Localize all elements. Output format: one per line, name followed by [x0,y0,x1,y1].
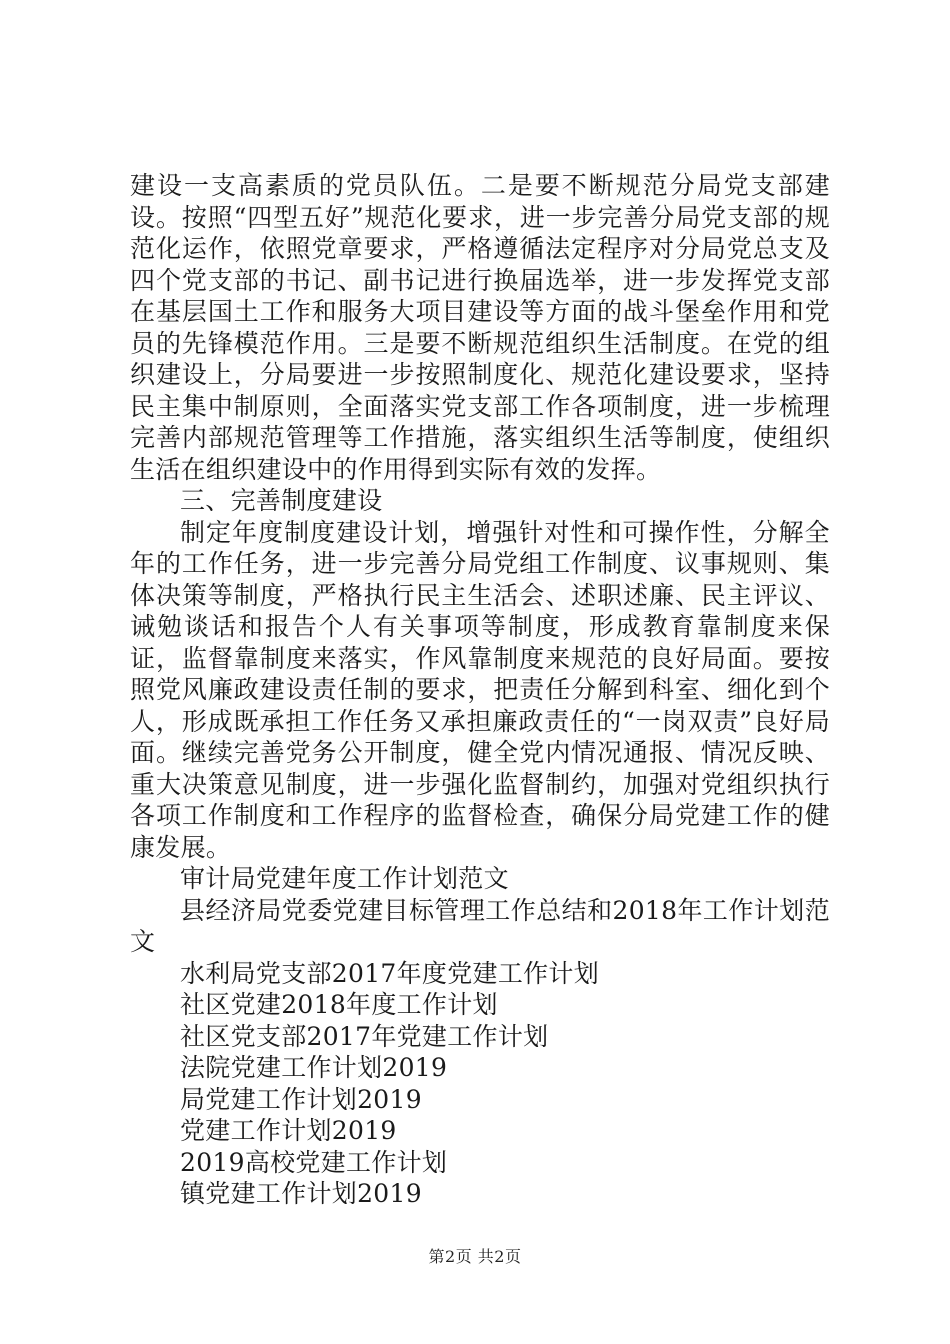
paragraph-continuation: 建设一支高素质的党员队伍。二是要不断规范分局党支部建设。按照“四型五好”规范化要求，进一步完善分局党支部的规范化运作，依照党章要求，严格遵循法定程序对分局党总支及四个党支部的书记、副书记进行换届选举，进一步发挥党支部在基层国土工作和服务大项目建设等方面的战斗堡垒作用和党员的先锋模范作用。三是要不断规范组织生活制度。在党的组织建设上，分局要进一步按照制度化、规范化建设要求，坚持民主集中制原则，全面落实党支部工作各项制度，进一步梳理完善内部规范管理等工作措施，落实组织生活等制度，使组织生活在组织建设中的作用得到实际有效的发挥。 [130,171,830,484]
related-links-list [130,863,830,1210]
related-link-item[interactable]: 2019高校党建工作计划 [180,1147,448,1177]
related-link-item[interactable]: 县经济局党委党建目标管理工作总结和2018年工作计划范文 [130,895,830,956]
related-link-item[interactable]: 社区党支部2017年党建工作计划 [180,1021,549,1051]
related-link-item[interactable]: 社区党建2018年度工作计划 [180,990,498,1019]
section-heading: 三、完善制度建设 [180,486,383,515]
related-link-item[interactable]: 局党建工作计划2019 [180,1084,422,1114]
related-link-item[interactable]: 法院党建工作计划2019 [180,1053,448,1082]
related-link-item[interactable]: 水利局党支部2017年度党建工作计划 [180,958,600,988]
related-link-item[interactable]: 镇党建工作计划2019 [180,1179,422,1208]
related-link-item[interactable]: 审计局党建年度工作计划范文 [180,864,509,893]
page-indicator: 第2页 共2页 [428,1247,522,1266]
section-paragraph: 制定年度制度建设计划，增强针对性和可操作性，分解全年的工作任务，进一步完善分局党组工作制度、议事规则、集体决策等制度，严格执行民主生活会、述职述廉、民主评议、诫勉谈话和报告个人有关事项等制度，形成教育靠制度来保证，监督靠制度来落实，作风靠制度来规范的良好局面。要按照党风廉政建设责任制的要求，把责任分解到科室、细化到个人，形成既承担工作任务又承担廉政责任的“一岗双责”良好局面。继续完善党务公开制度，健全党内情况通报、情况反映、重大决策意见制度，进一步强化监督制约，加强对党组织执行各项工作制度和工作程序的监督检查，确保分局党建工作的健康发展。 [130,517,830,862]
related-link-item[interactable]: 党建工作计划2019 [180,1116,397,1145]
page-footer [0,1244,950,1267]
document-body [130,170,830,1210]
